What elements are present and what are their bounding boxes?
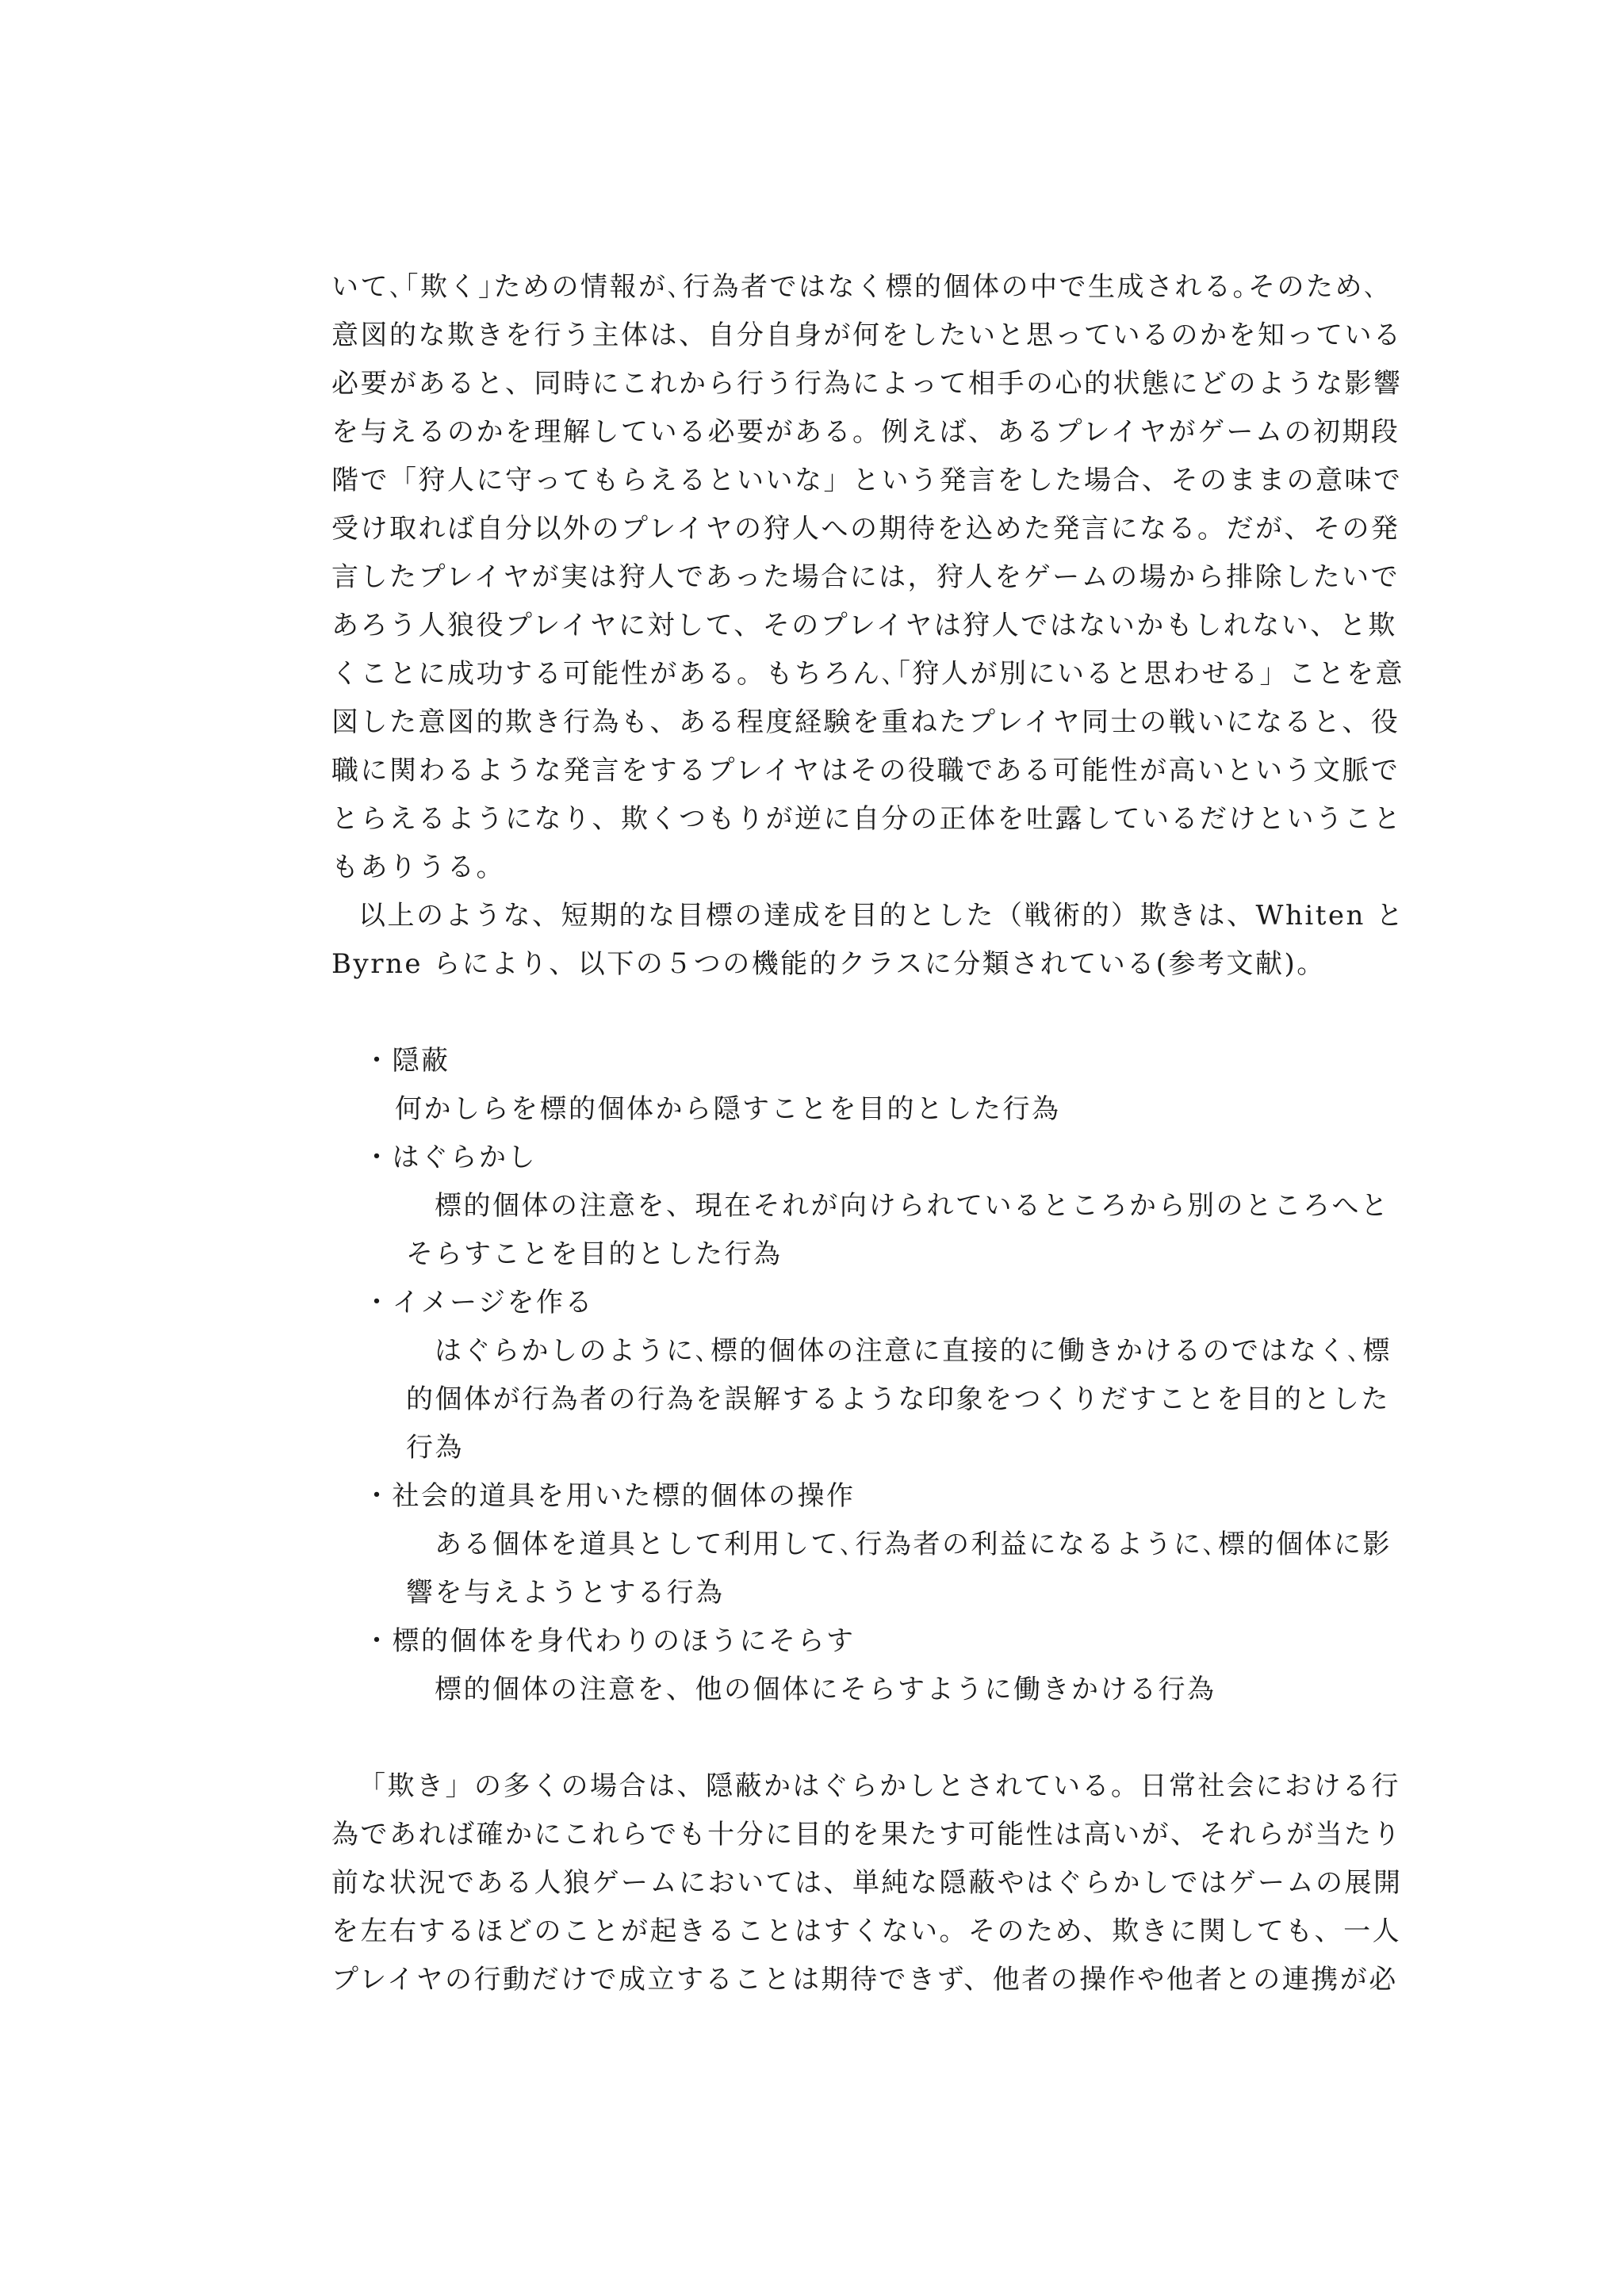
class-item-scapegoat xyxy=(331,1617,1386,1714)
text-line: 意図的な欺きを行う主体は、自分自身が何をしたいと思っているのかを知っている xyxy=(331,320,1403,351)
blank-line xyxy=(331,989,1386,1037)
class-item-creating-image xyxy=(331,1279,1392,1472)
text-line: 受け取れば自分以外のプレイヤの狩人への期待を込めた発言になる。だが、その発 xyxy=(331,513,1400,545)
class-description: 行為 xyxy=(406,1432,464,1464)
deception-class-list xyxy=(331,1037,1392,1714)
class-item-distraction xyxy=(331,1134,1390,1279)
text-line: 「欺き」の多くの場合は、隠蔽かはぐらかしとされている。日常社会における行 xyxy=(358,1770,1400,1802)
text-line: プレイヤの行動だけで成立することは期待できず、他者の操作や他者との連携が必 xyxy=(331,1964,1398,1996)
class-description: ある個体を道具として利用して､行為者の利益になるように､標的個体に影 xyxy=(435,1529,1392,1560)
blank-line xyxy=(331,1714,1386,1762)
class-item-social-tool xyxy=(331,1472,1392,1617)
paragraph-3 xyxy=(331,1762,1403,2004)
text-line: 図した意図的欺き行為も、ある程度経験を重ねたプレイヤ同士の戦いになると、役 xyxy=(331,706,1400,738)
class-description: 標的個体の注意を、現在それが向けられているところから別のところへと xyxy=(435,1190,1390,1222)
text-line: もありうる。 xyxy=(331,851,505,883)
text-line: Byrne らにより、以下の５つの機能的クラスに分類されている(参考文献)。 xyxy=(331,948,1326,980)
class-title: ・隠蔽 xyxy=(363,1045,450,1077)
document-body xyxy=(331,263,1405,2004)
text-line: 職に関わるような発言をするプレイヤはその役職である可能性が高いという文脈で xyxy=(331,755,1400,786)
class-title: ・社会的道具を用いた標的個体の操作 xyxy=(363,1480,856,1512)
class-description: 的個体が行為者の行為を誤解するような印象をつくりだすことを目的とした xyxy=(406,1383,1390,1415)
text-line: あろう人狼役プレイヤに対して、そのプレイヤは狩人ではないかもしれない、と欺 xyxy=(331,610,1397,641)
text-line: 階で「狩人に守ってもらえるといいな」という発言をした場合、そのままの意味で xyxy=(331,465,1403,496)
class-description: そらすことを目的とした行為 xyxy=(406,1238,783,1270)
class-description: 響を与えようとする行為 xyxy=(406,1577,725,1609)
class-description: はぐらかしのように､標的個体の注意に直接的に働きかけるのではなく､標 xyxy=(435,1335,1392,1367)
class-title: ・はぐらかし xyxy=(363,1142,537,1173)
class-item-concealment xyxy=(331,1037,1386,1134)
class-description: 標的個体の注意を、他の個体にそらすように働きかける行為 xyxy=(435,1674,1216,1705)
text-line: 為であれば確かにこれらでも十分に目的を果たす可能性は高いが、それらが当たり xyxy=(331,1819,1403,1850)
class-description: 何かしらを標的個体から隠すことを目的とした行為 xyxy=(395,1093,1061,1125)
text-line: いて､｢欺く｣ための情報が､行為者ではなく標的個体の中で生成される｡そのため､ xyxy=(331,271,1380,303)
text-line: 必要があると、同時にこれから行う行為によって相手の心的状態にどのような影響 xyxy=(331,368,1403,400)
paragraph-2 xyxy=(331,892,1405,989)
text-line: 前な状況である人狼ゲームにおいては、単純な隠蔽やはぐらかしではゲームの展開 xyxy=(331,1867,1403,1899)
class-title: ・イメージを作る xyxy=(363,1287,594,1318)
text-line: くことに成功する可能性がある。もちろん､｢狩人が別にいると思わせる」ことを意 xyxy=(331,658,1404,690)
text-line: とらえるようになり、欺くつもりが逆に自分の正体を吐露しているだけということ xyxy=(331,803,1403,835)
class-title: ・標的個体を身代わりのほうにそらす xyxy=(363,1625,856,1657)
text-line: 言したプレイヤが実は狩人であった場合には，狩人をゲームの場から排除したいで xyxy=(331,561,1400,593)
text-line: を与えるのかを理解している必要がある。例えば、あるプレイヤがゲームの初期段 xyxy=(331,416,1400,448)
text-line: を左右するほどのことが起きることはすくない。そのため、欺きに関しても、一人 xyxy=(331,1915,1402,1947)
paragraph-1 xyxy=(331,263,1404,892)
text-line: 以上のような、短期的な目標の達成を目的とした（戦術的）欺きは、Whiten と xyxy=(358,900,1405,932)
